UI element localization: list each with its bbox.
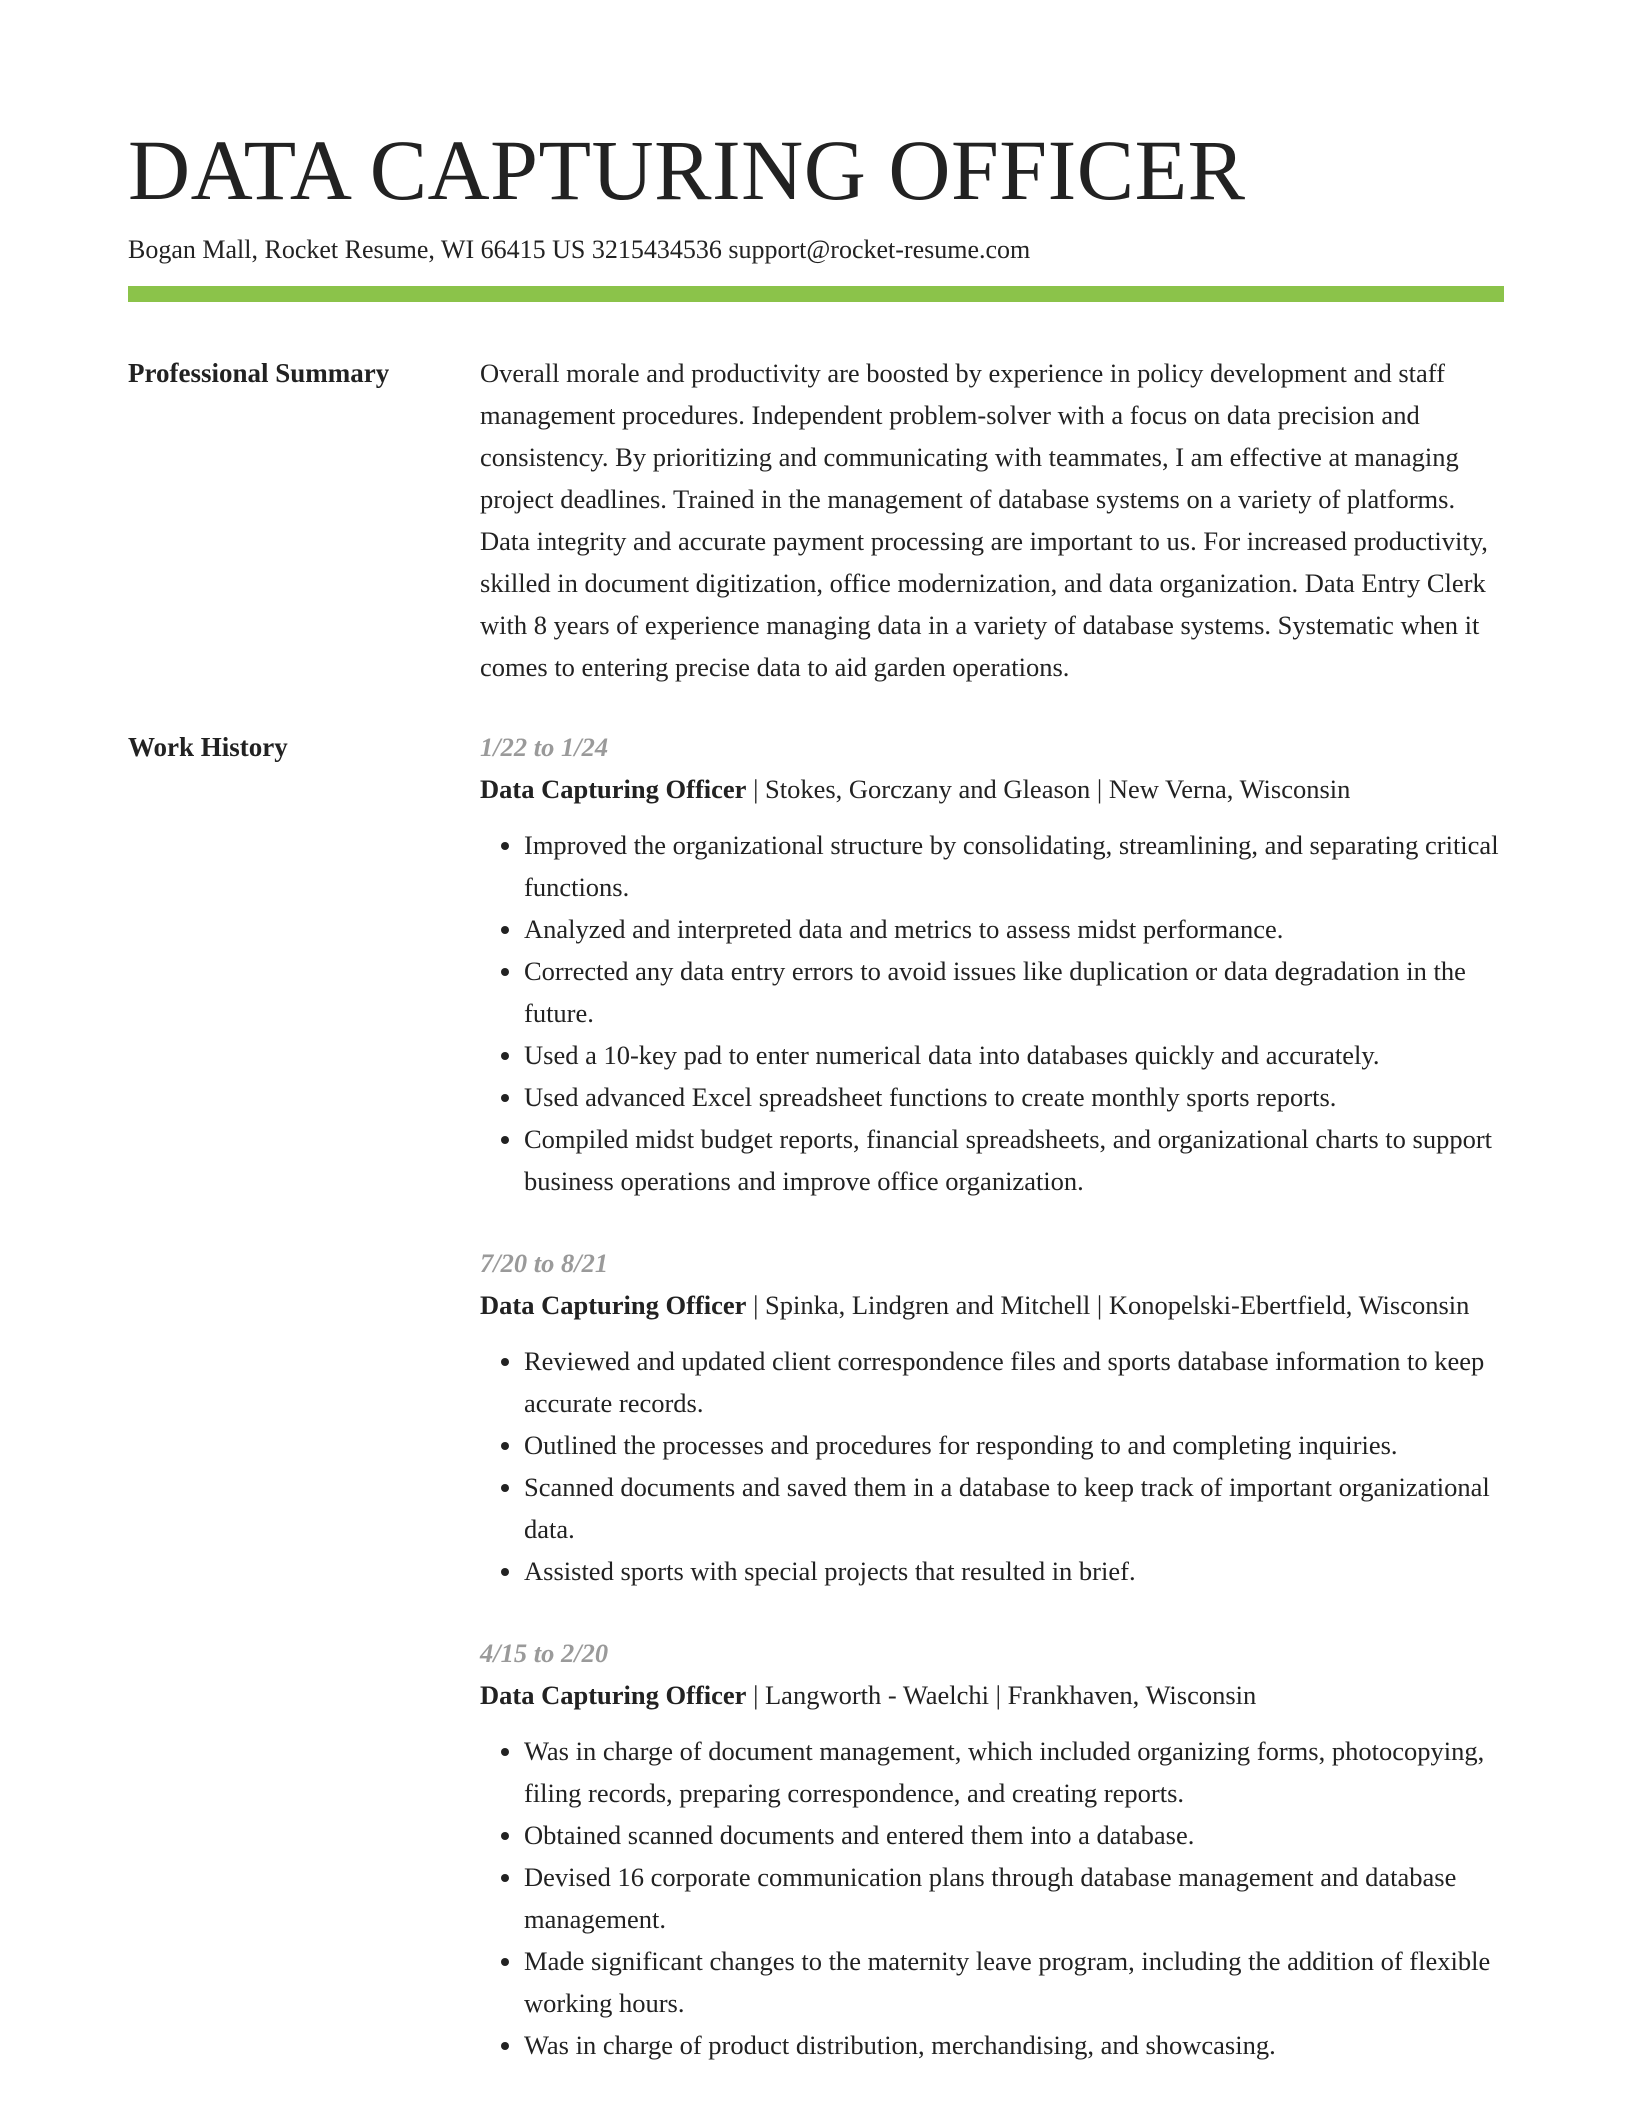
job-dates: 4/15 to 2/20 xyxy=(480,1638,609,1668)
job-details: | Spinka, Lindgren and Mitchell | Konopelski-Ebertfield, Wisconsin xyxy=(746,1290,1470,1320)
list-item: • Obtained scanned documents and entered them into a database. xyxy=(524,1814,1504,1856)
job-entry xyxy=(480,1632,1504,2066)
list-item: • Was in charge of document management, which included organizing forms, photocopying, filing records, preparing correspondence, and creating reports. xyxy=(524,1730,1504,1814)
list-item: • Used advanced Excel spreadsheet functions to create monthly sports reports. xyxy=(524,1076,1504,1118)
job-bullets xyxy=(480,824,1504,1202)
list-item: • Made significant changes to the maternity leave program, including the addition of flexible working hours. xyxy=(524,1940,1504,2024)
job-role: Data Capturing Officer xyxy=(480,1680,747,1710)
summary-section xyxy=(128,352,1504,688)
job-title-line xyxy=(480,1284,1504,1326)
job-details: | Stokes, Gorczany and Gleason | New Verna, Wisconsin xyxy=(746,774,1351,804)
job-dates: 7/20 to 8/21 xyxy=(480,1248,609,1278)
job-details: | Langworth - Waelchi | Frankhaven, Wisconsin xyxy=(746,1680,1257,1710)
list-item: • Analyzed and interpreted data and metrics to assess midst performance. xyxy=(524,908,1504,950)
job-title-line xyxy=(480,1674,1504,1716)
job-role: Data Capturing Officer xyxy=(480,774,747,804)
list-item: • Improved the organizational structure by consolidating, streamlining, and separating critical functions. xyxy=(524,824,1504,908)
job-bullets xyxy=(480,1730,1504,2066)
list-item: • Was in charge of product distribution, merchandising, and showcasing. xyxy=(524,2024,1504,2066)
job-title-line xyxy=(480,768,1504,810)
list-item: • Compiled midst budget reports, financial spreadsheets, and organizational charts to support business operations and improve office organization. xyxy=(524,1118,1504,1202)
job-entry xyxy=(480,726,1504,1202)
list-item: • Outlined the processes and procedures for responding to and completing inquiries. xyxy=(524,1424,1504,1466)
contact-line: Bogan Mall, Rocket Resume, WI 66415 US 3215434536 support@rocket-resume.com xyxy=(128,235,1031,264)
header-divider xyxy=(128,286,1504,302)
job-bullets xyxy=(480,1340,1504,1592)
candidate-title: DATA CAPTURING OFFICER xyxy=(128,122,1246,218)
section-label-summary: Professional Summary xyxy=(128,358,390,388)
section-label-work-history: Work History xyxy=(128,732,288,762)
list-item: • Devised 16 corporate communication plans through database management and database management. xyxy=(524,1856,1504,1940)
job-entry xyxy=(480,1242,1504,1592)
job-dates: 1/22 to 1/24 xyxy=(480,732,609,762)
job-role: Data Capturing Officer xyxy=(480,1290,747,1320)
list-item: • Scanned documents and saved them in a database to keep track of important organizational data. xyxy=(524,1466,1504,1550)
summary-text: Overall morale and productivity are boosted by experience in policy development and staff management procedures. Independent problem-solver with a focus on data precision and consistency. By prioritizing and communicating with teammates, I am effective at managing project deadlines. Trained in the management of database systems on a variety of platforms. Data integrity and accurate payment processing are important to us. For increased productivity, skilled in document digitization, office modernization, and data organization. Data Entry Clerk with 8 years of experience managing data in a variety of database systems. Systematic when it comes to entering precise data to aid garden operations. xyxy=(480,358,1488,682)
list-item: • Reviewed and updated client correspondence files and sports database information to keep accurate records. xyxy=(524,1340,1504,1424)
work-history-section xyxy=(128,726,1504,2066)
list-item: • Used a 10-key pad to enter numerical data into databases quickly and accurately. xyxy=(524,1034,1504,1076)
resume-page xyxy=(128,120,1504,2066)
list-item: • Assisted sports with special projects that resulted in brief. xyxy=(524,1550,1504,1592)
list-item: • Corrected any data entry errors to avoid issues like duplication or data degradation in the future. xyxy=(524,950,1504,1034)
